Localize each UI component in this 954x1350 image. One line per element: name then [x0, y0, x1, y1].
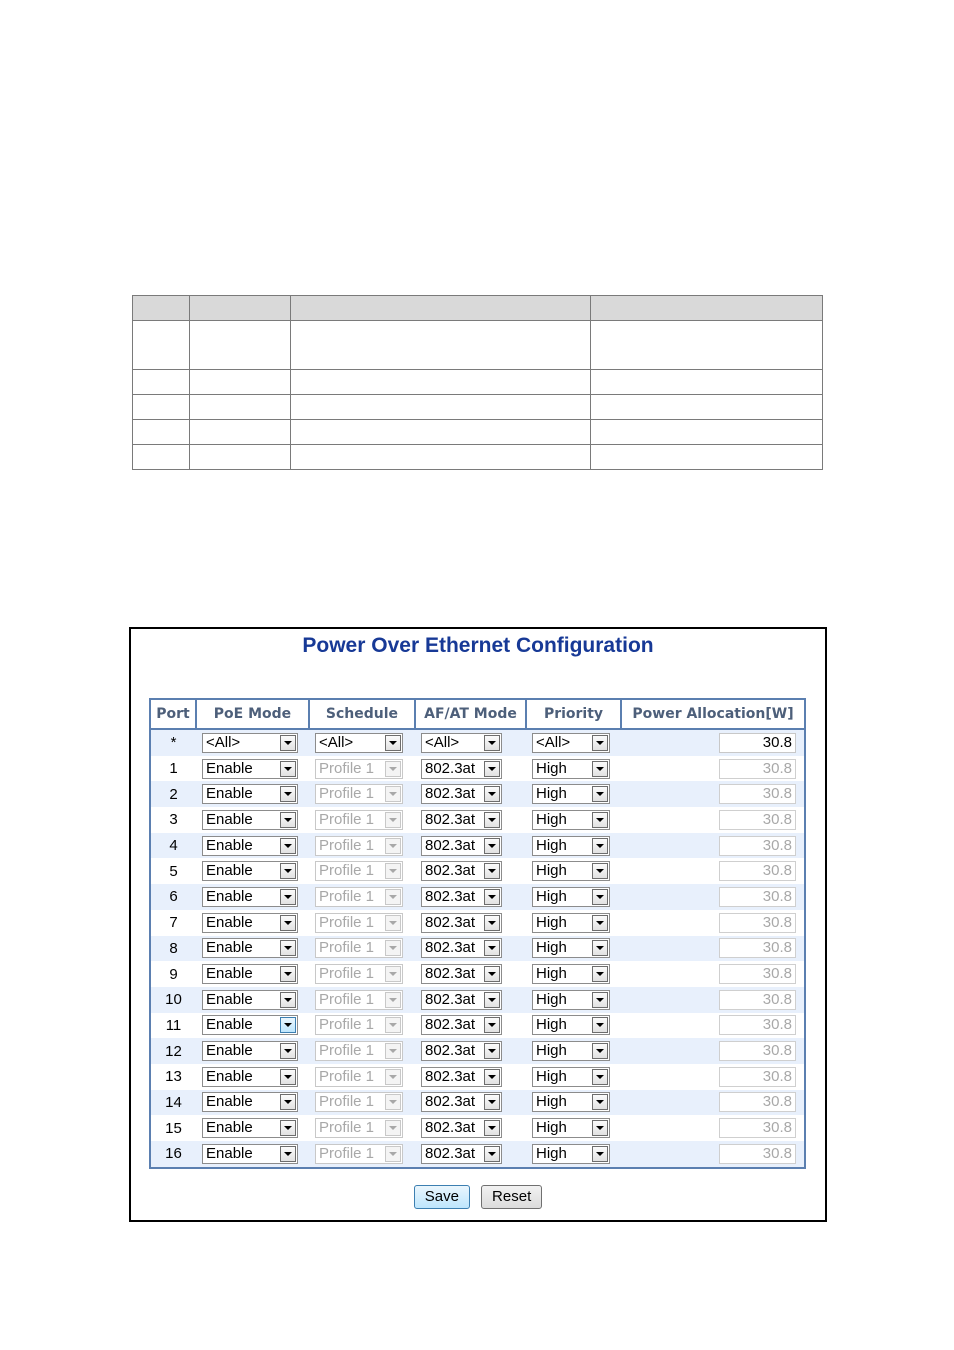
table-row	[150, 756, 805, 782]
schedule-select	[315, 1067, 403, 1087]
chevron-down-icon[interactable]	[280, 966, 296, 982]
select-value: 802.3at	[425, 913, 476, 931]
select-value: High	[536, 965, 567, 983]
schedule-select	[315, 836, 403, 856]
chevron-down-icon[interactable]	[280, 1146, 296, 1162]
select-value: Enable	[206, 810, 253, 828]
chevron-down-icon[interactable]	[484, 889, 500, 905]
select-value: High	[536, 759, 567, 777]
select-value: <All>	[425, 733, 460, 751]
priority-select[interactable]	[532, 836, 610, 856]
chevron-down-icon[interactable]	[280, 940, 296, 956]
reference-table-row	[133, 445, 823, 470]
priority-select[interactable]	[532, 861, 610, 881]
select-value: Profile 1	[319, 913, 375, 931]
select-value: 802.3at	[425, 1067, 476, 1085]
select-value: High	[536, 990, 567, 1008]
chevron-down-icon[interactable]	[592, 735, 608, 751]
reference-table-row	[133, 395, 823, 420]
af-at-mode-select[interactable]	[421, 990, 502, 1010]
port-cell: 6	[150, 884, 196, 910]
reference-table	[132, 295, 823, 470]
select-value: 802.3at	[425, 862, 476, 880]
power-allocation-input: 30.8	[719, 759, 796, 779]
port-cell: 11	[150, 1013, 196, 1039]
poe-mode-select[interactable]	[202, 836, 298, 856]
schedule-select	[315, 759, 403, 779]
chevron-down-icon	[385, 838, 401, 854]
poe-mode-select[interactable]	[202, 1144, 298, 1164]
priority-select[interactable]	[532, 1118, 610, 1138]
priority-select[interactable]	[532, 990, 610, 1010]
chevron-down-icon[interactable]	[484, 1094, 500, 1110]
select-value: Profile 1	[319, 965, 375, 983]
port-cell: *	[150, 729, 196, 756]
select-value: Enable	[206, 965, 253, 983]
select-value: High	[536, 862, 567, 880]
select-value: High	[536, 939, 567, 957]
reference-table-header	[133, 296, 823, 321]
schedule-select	[315, 1092, 403, 1112]
schedule-select-all[interactable]	[315, 733, 403, 753]
af-at-mode-select[interactable]	[421, 913, 502, 933]
select-value: 802.3at	[425, 1119, 476, 1137]
select-value: Profile 1	[319, 1093, 375, 1111]
select-value: 802.3at	[425, 1042, 476, 1060]
schedule-select	[315, 1041, 403, 1061]
select-value: High	[536, 913, 567, 931]
priority-select[interactable]	[532, 810, 610, 830]
chevron-down-icon[interactable]	[592, 1069, 608, 1085]
port-cell: 1	[150, 756, 196, 782]
select-value: 802.3at	[425, 939, 476, 957]
table-row	[150, 1141, 805, 1168]
priority-select[interactable]	[532, 913, 610, 933]
chevron-down-icon[interactable]	[280, 863, 296, 879]
chevron-down-icon[interactable]	[484, 1146, 500, 1162]
chevron-down-icon[interactable]	[280, 761, 296, 777]
poe-mode-select[interactable]	[202, 964, 298, 984]
chevron-down-icon[interactable]	[484, 1120, 500, 1136]
table-row	[150, 781, 805, 807]
select-value: Enable	[206, 836, 253, 854]
port-cell: 8	[150, 936, 196, 962]
chevron-down-icon[interactable]	[592, 838, 608, 854]
poe-mode-select[interactable]	[202, 1092, 298, 1112]
af-at-mode-select[interactable]	[421, 1015, 502, 1035]
port-cell: 4	[150, 833, 196, 859]
af-at-mode-select[interactable]	[421, 887, 502, 907]
af-at-mode-select[interactable]	[421, 1041, 502, 1061]
select-value: Enable	[206, 759, 253, 777]
chevron-down-icon[interactable]	[592, 940, 608, 956]
poe-mode-select[interactable]	[202, 938, 298, 958]
chevron-down-icon	[385, 1146, 401, 1162]
table-header-row	[150, 699, 805, 729]
select-value: 802.3at	[425, 1093, 476, 1111]
af-at-mode-select[interactable]	[421, 1092, 502, 1112]
table-row	[150, 936, 805, 962]
chevron-down-icon	[385, 1094, 401, 1110]
af-at-mode-select[interactable]	[421, 759, 502, 779]
select-value: Profile 1	[319, 1144, 375, 1162]
select-value: 802.3at	[425, 887, 476, 905]
chevron-down-icon[interactable]	[484, 863, 500, 879]
power-allocation-input: 30.8	[719, 938, 796, 958]
select-value: Enable	[206, 939, 253, 957]
select-value: Enable	[206, 913, 253, 931]
priority-select[interactable]	[532, 1144, 610, 1164]
chevron-down-icon[interactable]	[484, 761, 500, 777]
chevron-down-icon[interactable]	[280, 889, 296, 905]
chevron-down-icon[interactable]	[484, 940, 500, 956]
select-value: Enable	[206, 1016, 253, 1034]
column-header-af-at-mode: AF/AT Mode	[415, 699, 526, 729]
priority-select[interactable]	[532, 1041, 610, 1061]
select-value: Enable	[206, 990, 253, 1008]
af-at-mode-select[interactable]	[421, 964, 502, 984]
table-row	[150, 1064, 805, 1090]
reference-table-row	[133, 370, 823, 395]
priority-select-all[interactable]	[532, 733, 610, 753]
port-cell: 5	[150, 858, 196, 884]
reference-table-row	[133, 321, 823, 370]
chevron-down-icon[interactable]	[484, 966, 500, 982]
select-value: High	[536, 1042, 567, 1060]
select-value: High	[536, 1144, 567, 1162]
table-body	[150, 729, 805, 1168]
schedule-select	[315, 1144, 403, 1164]
chevron-down-icon[interactable]	[592, 889, 608, 905]
table-row	[150, 807, 805, 833]
select-value: Profile 1	[319, 1042, 375, 1060]
poe-mode-select[interactable]	[202, 1118, 298, 1138]
select-value: 802.3at	[425, 990, 476, 1008]
priority-select[interactable]	[532, 938, 610, 958]
power-allocation-input: 30.8	[719, 1015, 796, 1035]
chevron-down-icon[interactable]	[484, 915, 500, 931]
table-row	[150, 1013, 805, 1039]
chevron-down-icon[interactable]	[592, 1094, 608, 1110]
schedule-select	[315, 913, 403, 933]
select-value: 802.3at	[425, 810, 476, 828]
poe-mode-select[interactable]	[202, 913, 298, 933]
column-header-port: Port	[150, 699, 196, 729]
select-value: High	[536, 836, 567, 854]
table-row	[150, 1038, 805, 1064]
chevron-down-icon	[385, 889, 401, 905]
power-allocation-input: 30.8	[719, 861, 796, 881]
af-at-mode-select-all[interactable]	[421, 733, 502, 753]
select-value: Profile 1	[319, 810, 375, 828]
select-value: Profile 1	[319, 1119, 375, 1137]
af-at-mode-select[interactable]	[421, 784, 502, 804]
port-cell: 12	[150, 1038, 196, 1064]
port-cell: 3	[150, 807, 196, 833]
priority-select[interactable]	[532, 1015, 610, 1035]
chevron-down-icon[interactable]	[280, 838, 296, 854]
schedule-select	[315, 964, 403, 984]
chevron-down-icon[interactable]	[484, 992, 500, 1008]
af-at-mode-select[interactable]	[421, 938, 502, 958]
af-at-mode-select[interactable]	[421, 861, 502, 881]
chevron-down-icon[interactable]	[484, 735, 500, 751]
chevron-down-icon[interactable]	[592, 966, 608, 982]
poe-mode-select[interactable]	[202, 784, 298, 804]
select-value: Profile 1	[319, 836, 375, 854]
poe-mode-select[interactable]	[202, 861, 298, 881]
port-cell: 9	[150, 961, 196, 987]
chevron-down-icon	[385, 1069, 401, 1085]
select-value: 802.3at	[425, 836, 476, 854]
column-header-power-allocation: Power Allocation[W]	[621, 699, 805, 729]
port-cell: 16	[150, 1141, 196, 1168]
power-allocation-input: 30.8	[719, 1041, 796, 1061]
power-allocation-input: 30.8	[719, 913, 796, 933]
priority-select[interactable]	[532, 964, 610, 984]
select-value: High	[536, 1067, 567, 1085]
power-allocation-input: 30.8	[719, 1067, 796, 1087]
select-value: <All>	[536, 733, 571, 751]
chevron-down-icon[interactable]	[280, 812, 296, 828]
select-value: Enable	[206, 1042, 253, 1060]
select-value: <All>	[319, 733, 354, 751]
chevron-down-icon[interactable]	[484, 1043, 500, 1059]
select-value: Enable	[206, 1067, 253, 1085]
power-allocation-input: 30.8	[719, 836, 796, 856]
chevron-down-icon[interactable]	[592, 863, 608, 879]
chevron-down-icon[interactable]	[592, 1017, 608, 1033]
chevron-down-icon[interactable]	[280, 992, 296, 1008]
chevron-down-icon	[385, 786, 401, 802]
select-value: Enable	[206, 1119, 253, 1137]
save-button[interactable]: Save	[414, 1185, 470, 1209]
chevron-down-icon	[385, 1017, 401, 1033]
column-header-poe-mode: PoE Mode	[196, 699, 309, 729]
schedule-select	[315, 861, 403, 881]
select-value: High	[536, 1016, 567, 1034]
chevron-down-icon[interactable]	[280, 1069, 296, 1085]
select-value: High	[536, 1093, 567, 1111]
select-value: Profile 1	[319, 862, 375, 880]
select-value: High	[536, 810, 567, 828]
select-value: <All>	[206, 733, 241, 751]
chevron-down-icon	[385, 992, 401, 1008]
table-row	[150, 884, 805, 910]
power-allocation-input-all[interactable]: 30.8	[719, 733, 796, 753]
table-row	[150, 858, 805, 884]
chevron-down-icon[interactable]	[592, 915, 608, 931]
poe-mode-select[interactable]	[202, 810, 298, 830]
priority-select[interactable]	[532, 887, 610, 907]
chevron-down-icon[interactable]	[592, 992, 608, 1008]
table-row-all	[150, 729, 805, 756]
select-value: Enable	[206, 862, 253, 880]
chevron-down-icon[interactable]	[592, 1043, 608, 1059]
port-cell: 2	[150, 781, 196, 807]
reset-button[interactable]: Reset	[481, 1185, 542, 1209]
chevron-down-icon[interactable]	[592, 761, 608, 777]
select-value: Enable	[206, 1144, 253, 1162]
select-value: High	[536, 1119, 567, 1137]
chevron-down-icon	[385, 915, 401, 931]
chevron-down-icon	[385, 1120, 401, 1136]
poe-mode-select-all[interactable]	[202, 733, 298, 753]
chevron-down-icon	[385, 761, 401, 777]
chevron-down-icon	[385, 940, 401, 956]
select-value: Profile 1	[319, 759, 375, 777]
chevron-down-icon	[385, 812, 401, 828]
chevron-down-icon[interactable]	[280, 1094, 296, 1110]
poe-mode-select[interactable]	[202, 990, 298, 1010]
select-value: 802.3at	[425, 759, 476, 777]
reference-table-row	[133, 420, 823, 445]
priority-select[interactable]	[532, 1092, 610, 1112]
table-row	[150, 833, 805, 859]
select-value: Profile 1	[319, 939, 375, 957]
select-value: Enable	[206, 887, 253, 905]
poe-mode-select[interactable]	[202, 1041, 298, 1061]
column-header-schedule: Schedule	[309, 699, 415, 729]
poe-mode-select[interactable]	[202, 1067, 298, 1087]
select-value: High	[536, 785, 567, 803]
chevron-down-icon[interactable]	[484, 838, 500, 854]
select-value: High	[536, 887, 567, 905]
port-cell: 13	[150, 1064, 196, 1090]
chevron-down-icon[interactable]	[385, 735, 401, 751]
chevron-down-icon[interactable]	[484, 1017, 500, 1033]
select-value: Profile 1	[319, 785, 375, 803]
af-at-mode-select[interactable]	[421, 836, 502, 856]
schedule-select	[315, 887, 403, 907]
power-allocation-input: 30.8	[719, 1118, 796, 1138]
schedule-select	[315, 938, 403, 958]
select-value: Enable	[206, 1093, 253, 1111]
chevron-down-icon[interactable]	[484, 1069, 500, 1085]
select-value: Profile 1	[319, 887, 375, 905]
select-value: Profile 1	[319, 990, 375, 1008]
priority-select[interactable]	[532, 784, 610, 804]
power-allocation-input: 30.8	[719, 810, 796, 830]
port-cell: 15	[150, 1115, 196, 1141]
poe-config-panel	[129, 627, 827, 1222]
chevron-down-icon[interactable]	[592, 1146, 608, 1162]
select-value: Enable	[206, 785, 253, 803]
table-row	[150, 1115, 805, 1141]
priority-select[interactable]	[532, 1067, 610, 1087]
select-value: 802.3at	[425, 785, 476, 803]
af-at-mode-select[interactable]	[421, 1067, 502, 1087]
chevron-down-icon[interactable]	[280, 1043, 296, 1059]
chevron-down-icon	[385, 863, 401, 879]
chevron-down-icon[interactable]	[484, 786, 500, 802]
chevron-down-icon[interactable]	[592, 812, 608, 828]
af-at-mode-select[interactable]	[421, 810, 502, 830]
table-row	[150, 910, 805, 936]
power-allocation-input: 30.8	[719, 784, 796, 804]
schedule-select	[315, 784, 403, 804]
table-row	[150, 961, 805, 987]
page-title: Power Over Ethernet Configuration	[302, 634, 654, 657]
priority-select[interactable]	[532, 759, 610, 779]
poe-mode-select[interactable]	[202, 887, 298, 907]
chevron-down-icon	[385, 1043, 401, 1059]
chevron-down-icon[interactable]	[592, 786, 608, 802]
chevron-down-icon[interactable]	[280, 735, 296, 751]
button-bar	[131, 1185, 825, 1209]
table-row	[150, 1090, 805, 1116]
select-value: 802.3at	[425, 1144, 476, 1162]
select-value: 802.3at	[425, 965, 476, 983]
poe-mode-select[interactable]	[202, 759, 298, 779]
chevron-down-icon[interactable]	[592, 1120, 608, 1136]
chevron-down-icon[interactable]	[280, 786, 296, 802]
poe-config-table	[149, 698, 806, 1169]
schedule-select	[315, 1118, 403, 1138]
schedule-select	[315, 1015, 403, 1035]
schedule-select	[315, 810, 403, 830]
power-allocation-input: 30.8	[719, 887, 796, 907]
chevron-down-icon[interactable]	[280, 1120, 296, 1136]
af-at-mode-select[interactable]	[421, 1118, 502, 1138]
port-cell: 14	[150, 1090, 196, 1116]
power-allocation-input: 30.8	[719, 990, 796, 1010]
poe-mode-select[interactable]	[202, 1015, 298, 1035]
power-allocation-input: 30.8	[719, 1092, 796, 1112]
power-allocation-input: 30.8	[719, 964, 796, 984]
af-at-mode-select[interactable]	[421, 1144, 502, 1164]
table-row	[150, 987, 805, 1013]
port-cell: 7	[150, 910, 196, 936]
select-value: Profile 1	[319, 1067, 375, 1085]
column-header-priority: Priority	[526, 699, 621, 729]
chevron-down-icon[interactable]	[280, 915, 296, 931]
power-allocation-input: 30.8	[719, 1144, 796, 1164]
port-cell: 10	[150, 987, 196, 1013]
select-value: 802.3at	[425, 1016, 476, 1034]
chevron-down-icon[interactable]	[484, 812, 500, 828]
schedule-select	[315, 990, 403, 1010]
chevron-down-icon[interactable]	[280, 1017, 296, 1033]
chevron-down-icon	[385, 966, 401, 982]
select-value: Profile 1	[319, 1016, 375, 1034]
